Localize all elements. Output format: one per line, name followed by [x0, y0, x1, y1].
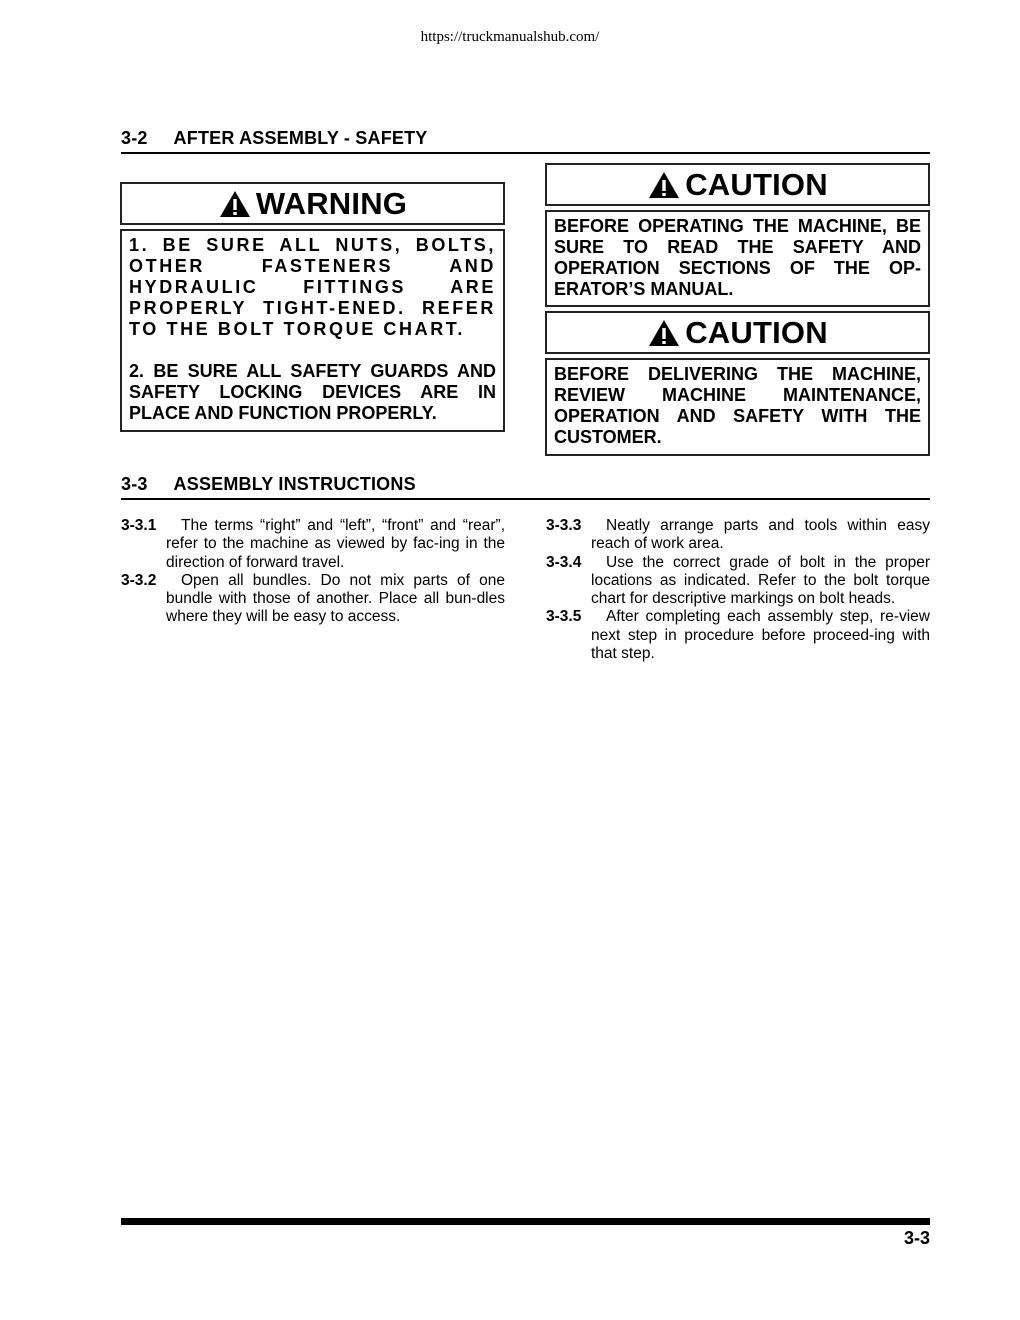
page-number: 3-3	[903, 1228, 930, 1248]
section-title: AFTER ASSEMBLY - SAFETY	[173, 128, 428, 148]
instruction-text: The terms “right” and “left”, “front” and “rear”, refer to the machine as viewed by fac-ing in the direction of forward travel.	[166, 517, 505, 571]
section-heading-safety	[121, 128, 930, 154]
caution-body-box-1	[545, 210, 930, 307]
section-number: 3-2	[121, 128, 148, 148]
instruction-item	[546, 608, 930, 663]
instruction-item	[121, 517, 505, 572]
caution-title-2: CAUTION	[685, 314, 828, 350]
footer-rule	[121, 1218, 930, 1225]
instruction-number: 3-3.4	[546, 553, 582, 571]
warning-triangle-icon	[218, 189, 252, 219]
warning-item-2: 2. BE SURE ALL SAFETY GUARDS AND SAFETY LOCKING DEVICES ARE IN PLACE AND FUNCTION PROPERLY.	[129, 361, 496, 423]
caution-triangle-icon	[647, 318, 681, 348]
instruction-text: Use the correct grade of bolt in the proper locations as indicated. Refer to the bolt torque chart for descriptive markings on bolt heads.	[591, 553, 930, 608]
instruction-text: Open all bundles. Do not mix parts of one bundle with those of another. Place all bun-dles where they will be easy to access.	[166, 571, 505, 626]
instruction-number: 3-3.2	[121, 571, 157, 589]
section-title: ASSEMBLY INSTRUCTIONS	[173, 474, 416, 494]
caution-title-box-1	[545, 163, 930, 206]
instruction-number: 3-3.1	[121, 517, 157, 534]
section-number: 3-3	[121, 474, 148, 494]
warning-body-box	[120, 229, 505, 432]
instruction-text: After completing each assembly step, re-view next step in procedure before proceed-ing with that step.	[591, 608, 930, 663]
caution-triangle-icon	[647, 170, 681, 200]
caution-title-box-2	[545, 311, 930, 354]
instructions-left-column	[121, 517, 505, 627]
instruction-item	[121, 572, 505, 627]
source-url: https://truckmanualshub.com/	[420, 29, 600, 45]
caution-text-2: BEFORE DELIVERING THE MACHINE, REVIEW MACHINE MAINTENANCE, OPERATION AND SAFETY WITH THE CUSTOMER.	[554, 364, 921, 447]
caution-text-1: BEFORE OPERATING THE MACHINE, BE SURE TO READ THE SAFETY AND OPERATION SECTIONS OF THE OP-ERATOR’S MANUAL.	[554, 216, 921, 299]
section-heading-assembly	[121, 474, 930, 500]
instruction-number: 3-3.5	[546, 608, 582, 626]
instruction-text: Neatly arrange parts and tools within easy reach of work area.	[591, 517, 930, 553]
instructions-right-column	[546, 517, 930, 663]
warning-item-1: 1. BE SURE ALL NUTS, BOLTS, OTHER FASTENERS AND HYDRAULIC FITTINGS ARE PROPERLY TIGHT-ENED. REFER TO THE BOLT TORQUE CHART.	[129, 235, 496, 339]
instruction-number: 3-3.3	[546, 517, 582, 534]
warning-title: WARNING	[255, 185, 408, 221]
caution-body-box-2	[545, 358, 930, 456]
caution-title-1: CAUTION	[685, 166, 828, 202]
warning-title-box	[120, 182, 505, 225]
instruction-item	[546, 554, 930, 609]
instruction-item	[546, 517, 930, 554]
